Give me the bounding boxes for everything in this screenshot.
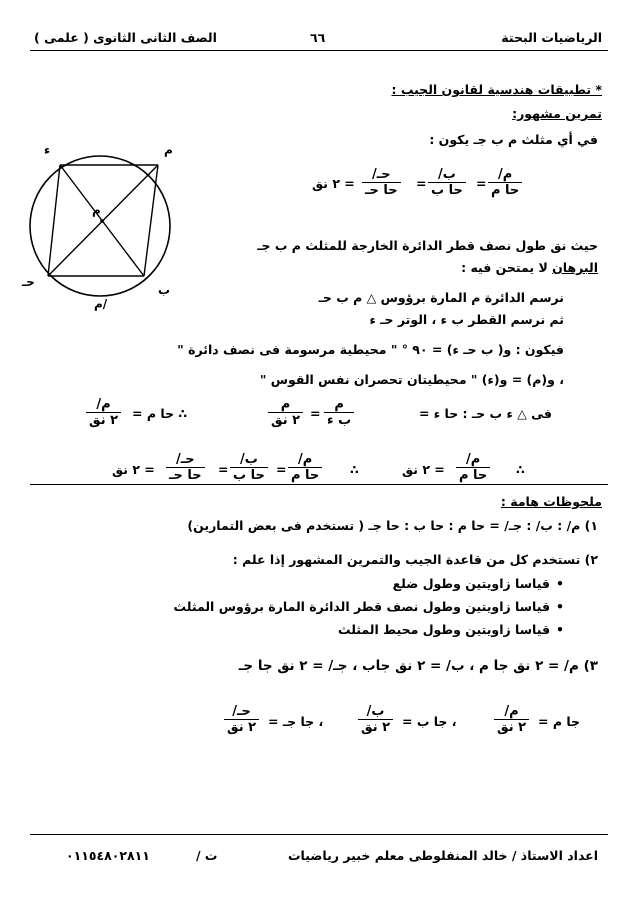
label-vertex-bottom-left: حـ [22,275,35,289]
page-number: ٦٦ [310,30,326,45]
statement: في أي مثلث ﻡ ب جـ يكون : [429,132,598,147]
note-3b-a: جا ﻡ = [538,714,581,729]
proof-line-6-frac-1: ﻡ/ حا ﻡ [456,452,490,483]
note-3b-frac-2: ب/ ٢ ﻧﻖ [358,704,393,735]
proof-line-1: نرسم الدائرة م المارة برؤوس △ ﻡ ب حـ [318,290,564,305]
law-rhs: = ٢ ﻧﻖ [312,176,355,191]
proof-line-6-frac-4: حـ/ حا حـ [166,452,205,483]
footer-rule [30,834,608,835]
where-line: حيث ﻧﻖ طول نصف قطر الدائرة الخارجة للمثلث ﻡ ب جـ [257,238,598,253]
proof-line-5-eq: = [310,406,321,421]
proof-line-6-eq-2: = [218,462,229,477]
note-3b-c: ، جا جـ = [268,714,324,729]
proof-heading: البرهان لا يمتحن فيه : [461,260,598,275]
proof-line-5b: ∴ حا ﻡ = [132,406,188,421]
law-fraction-1: ﻡ/ حا ﻡ [488,167,522,198]
circle-figure [18,136,188,311]
law-fraction-2: ب/ حا ب [428,167,466,198]
header-subject: الرياضيات البحتة [501,30,602,45]
footer-author: اعداد الاستاذ / خالد المنفلوطى معلم خبير رياضيات [287,848,598,863]
proof-line-6-rhs-1: = ٢ ﻧﻖ [402,462,445,477]
proof-line-4: ، ﻭ(ﻡ) = ﻭ(ء) " محيطيتان تحصران نفس القوس " [259,372,564,387]
proof-line-6-therefore: ∴ [516,462,525,477]
proof-line-5-frac-3: ﻡ/ ٢ ﻧﻖ [86,397,121,428]
notes-title: ملحوظات هامة : [500,494,602,509]
law-fraction-3: حـ/ حا حـ [362,167,401,198]
circumcircle [30,156,170,296]
chord-left [48,165,60,276]
center-point [100,219,104,223]
note-2-bullet-3: • قياسا زاويتين وطول محيط المثلث [338,622,550,638]
section-title: * تطبيقات هندسية لقانون الجيب : [391,82,602,97]
note-3: ٣) ﻡ/ = ٢ ﻧﻖ جا ﻡ ، ب/ = ٢ ﻧﻖ جاب ، جـ/ = ٢ ﻧﻖ جا جـ [238,658,598,674]
footer-phone: ٠١١٥٤٨٠٢٨١١ [66,848,150,863]
proof-line-5a: فى △ ء ب حـ : حا ء = [418,406,552,421]
note-1: ١) ﻡ/ : ب/ : جـ/ = حا ﻡ : حا ب : حا جـ ( تستخدم فى بعض التمارين) [187,518,598,533]
label-vertex-bottom-right: ب [158,283,171,297]
label-side-below: ﻡ/ [94,297,108,311]
proof-line-6-eq-1: = [276,462,287,477]
note-2: ٢) تستخدم كل من قاعدة الجيب والتمرين المشهور إذا علم : [232,552,598,567]
section-rule [30,484,608,485]
exercise-label: تمرين مشهور: [512,106,602,121]
proof-line-6-therefore-2: ∴ [350,462,359,477]
proof-line-5-frac-2: ﻡ ٢ ﻧﻖ [268,397,303,428]
note-3b-frac-3: حـ/ ٢ ﻧﻖ [224,704,259,735]
proof-line-2: ثم نرسم القطر ب ء ، الوتر حـ ء [369,312,564,327]
chord-right [144,165,158,276]
proof-line-3: فيكون : ﻭ( ب حـ ء) = ٩٠ ° " محيطية مرسومة فى نصف دائرة " [177,342,564,357]
proof-line-6-frac-3: ب/ حا ب [230,452,268,483]
note-2-bullet-2: • قياسا زاويتين وطول نصف قطر الدائرة المارة برؤوس المثلث [174,599,550,615]
law-eq-2: = [416,176,427,191]
note-3b-frac-1: ﻡ/ ٢ ﻧﻖ [494,704,529,735]
label-vertex-top-right: ﻡ [164,143,173,157]
footer-phone-label: ت / [196,848,218,863]
proof-line-6-rhs-2: = ٢ ﻧﻖ [112,462,155,477]
proof-line-6-frac-2: ﻡ/ حا ﻡ [288,452,322,483]
label-vertex-top-left: ء [44,143,51,157]
header-rule [30,50,608,51]
header-grade: الصف الثانى الثانوى ( علمى ) [34,30,217,45]
note-3b-b: ، جا ب = [402,714,457,729]
label-center: م [92,203,101,217]
law-eq-1: = [476,176,487,191]
note-2-bullet-1: • قياسا زاويتين وطول ضلع [393,576,550,592]
proof-line-5-frac-1: ﻡ ب ء [324,397,354,428]
